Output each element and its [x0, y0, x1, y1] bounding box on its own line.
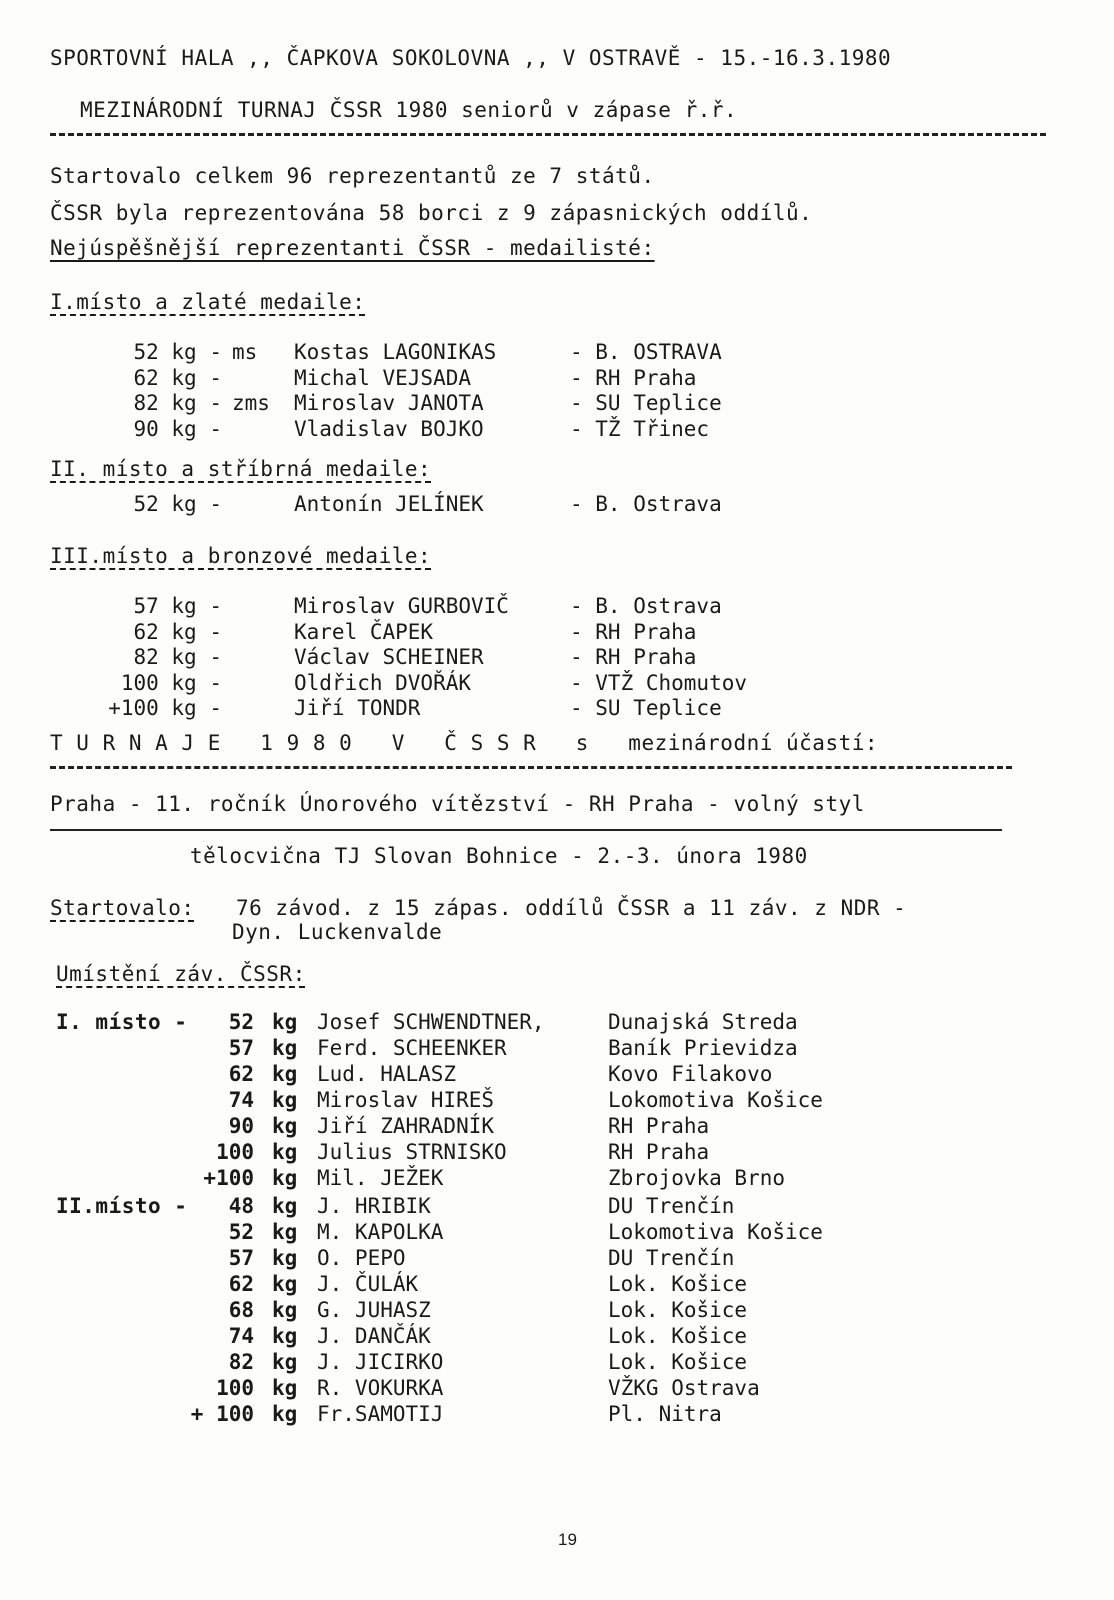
athlete-name: Ferd. SCHEENKER	[317, 1036, 507, 1060]
started-text-2: Dyn. Luckenvalde	[232, 920, 443, 944]
bronze-heading: III.místo a bronzové medaile:	[50, 544, 432, 568]
club-name: Lok. Košice	[608, 1272, 748, 1296]
weight-class: 100 kg -	[120, 670, 222, 695]
first-place-label: I. místo -	[56, 1010, 188, 1034]
athlete-name: Jiří ZAHRADNÍK	[317, 1114, 495, 1138]
athlete-name: Fr.SAMOTIJ	[317, 1402, 444, 1426]
weight-value: 52	[228, 1010, 254, 1034]
title-abbr: zms	[232, 391, 270, 415]
placement-row	[0, 1088, 1114, 1114]
started-label: Startovalo:	[50, 896, 195, 920]
header-divider	[50, 133, 1046, 136]
weight-value: 57	[228, 1036, 254, 1060]
club-name: - RH Praha	[570, 619, 697, 644]
second-place-label: II.místo -	[56, 1194, 188, 1218]
athlete-name: Mil. JEŽEK	[317, 1166, 444, 1190]
weight-value: 52	[228, 1220, 254, 1244]
weight-unit: kg	[272, 1036, 298, 1060]
athlete-name: Miroslav GURBOVIČ	[294, 594, 509, 618]
placement-row	[0, 1298, 1114, 1324]
club-name: - TŽ Třinec	[570, 416, 710, 441]
weight-value: 100	[216, 1140, 254, 1164]
placement-row	[0, 1246, 1114, 1272]
header-line-2: MEZINÁRODNÍ TURNAJ ČSSR 1980 seniorů v zápase ř.ř.	[80, 98, 738, 122]
started-text-1: 76 závod. z 15 zápas. oddílů ČSSR a 11 záv. z NDR -	[236, 896, 907, 920]
weight-unit: kg	[272, 1246, 298, 1270]
placement-row	[0, 1114, 1114, 1140]
medalist-row	[0, 417, 1114, 443]
intro-line-2: ČSSR byla reprezentována 58 borci z 9 zápasnických oddílů.	[50, 201, 813, 225]
weight-class: +100 kg -	[108, 696, 222, 720]
weight-value: 62	[228, 1062, 254, 1086]
weight-class: 82 kg -	[133, 645, 222, 669]
weight-unit: kg	[272, 1088, 298, 1112]
placement-row	[0, 1194, 1114, 1220]
weight-value: 68	[228, 1298, 254, 1322]
athlete-name: Antonín JELÍNEK	[294, 492, 484, 516]
club-name: Lokomotiva Košice	[608, 1088, 823, 1112]
weight-unit: kg	[272, 1194, 298, 1218]
weight-class: 90 kg -	[133, 416, 222, 441]
medalist-row	[0, 671, 1114, 697]
club-name: - RH Praha	[570, 365, 697, 390]
weight-class: 57 kg -	[133, 594, 222, 618]
club-name: Lok. Košice	[608, 1298, 748, 1322]
weight-value: 62	[228, 1272, 254, 1296]
placement-row	[0, 1220, 1114, 1246]
placement-row	[0, 1166, 1114, 1192]
club-name: DU Trenčín	[608, 1194, 735, 1218]
club-name: - SU Teplice	[570, 391, 722, 415]
weight-unit: kg	[272, 1402, 298, 1426]
athlete-name: J. ČULÁK	[317, 1272, 419, 1296]
weight-unit: kg	[272, 1298, 298, 1322]
athlete-name: Vladislav BOJKO	[294, 416, 484, 441]
club-name: RH Praha	[608, 1114, 710, 1138]
athlete-name: Julius STRNISKO	[317, 1140, 507, 1164]
placement-row	[0, 1272, 1114, 1298]
athlete-name: Oldřich DVOŘÁK	[294, 670, 472, 695]
medalist-row	[0, 366, 1114, 392]
weight-value: 74	[228, 1088, 254, 1112]
athlete-name: Karel ČAPEK	[294, 619, 434, 644]
weight-unit: kg	[272, 1140, 298, 1164]
weight-unit: kg	[272, 1114, 298, 1138]
athlete-name: Miroslav JANOTA	[294, 391, 484, 415]
silver-heading: II. místo a stříbrná medaile:	[50, 457, 432, 481]
weight-value: +100	[203, 1166, 254, 1190]
tournaments-divider	[50, 766, 1012, 769]
club-name: Zbrojovka Brno	[608, 1166, 786, 1190]
club-name: Lok. Košice	[608, 1324, 748, 1348]
athlete-name: M. KAPOLKA	[317, 1220, 444, 1244]
event-venue: tělocvična TJ Slovan Bohnice - 2.-3. února 1980	[190, 844, 808, 868]
club-name: RH Praha	[608, 1140, 710, 1164]
weight-unit: kg	[272, 1376, 298, 1400]
club-name: VŽKG Ostrava	[608, 1376, 760, 1400]
medalist-row	[0, 391, 1114, 417]
athlete-name: Lud. HALASZ	[317, 1062, 457, 1086]
weight-value: 57	[228, 1246, 254, 1270]
athlete-name: J. HRIBIK	[317, 1194, 431, 1218]
intro-line-1: Startovalo celkem 96 reprezentantů ze 7 států.	[50, 164, 655, 188]
weight-unit: kg	[272, 1324, 298, 1348]
weight-value: 82	[228, 1350, 254, 1374]
weight-value: 100	[216, 1376, 254, 1400]
weight-unit: kg	[272, 1272, 298, 1296]
medalist-row	[0, 620, 1114, 646]
athlete-name: J. JICIRKO	[317, 1350, 444, 1374]
header-line-1: SPORTOVNÍ HALA ,, ČAPKOVA SOKOLOVNA ,, V OSTRAVĚ - 15.-16.3.1980	[50, 46, 892, 70]
placement-row	[0, 1350, 1114, 1376]
club-name: Dunajská Streda	[608, 1010, 798, 1034]
placement-row	[0, 1036, 1114, 1062]
club-name: - RH Praha	[570, 645, 697, 669]
weight-class: 52 kg -	[133, 492, 222, 516]
club-name: DU Trenčín	[608, 1246, 735, 1270]
gold-heading: I.místo a zlaté medaile:	[50, 290, 366, 314]
club-name: Pl. Nitra	[608, 1402, 722, 1426]
weight-class: 62 kg -	[133, 619, 222, 644]
event-underline	[50, 829, 1002, 831]
club-name: - B. Ostrava	[570, 492, 722, 516]
weight-class: 52 kg -	[133, 340, 222, 364]
placement-heading: Umístění záv. ČSSR:	[56, 962, 306, 986]
club-name: - SU Teplice	[570, 696, 722, 720]
weight-unit: kg	[272, 1350, 298, 1374]
athlete-name: Kostas LAGONIKAS	[294, 340, 497, 364]
club-name: - VTŽ Chomutov	[570, 670, 748, 695]
medalist-row	[0, 340, 1114, 366]
placement-row	[0, 1140, 1114, 1166]
placement-row	[0, 1010, 1114, 1036]
title-abbr: ms	[232, 340, 258, 364]
weight-class: 62 kg -	[133, 365, 222, 390]
weight-unit: kg	[272, 1062, 298, 1086]
club-name: Lokomotiva Košice	[608, 1220, 823, 1244]
medalist-row	[0, 645, 1114, 671]
club-name: - B. OSTRAVA	[570, 340, 722, 364]
weight-unit: kg	[272, 1220, 298, 1244]
club-name: Lok. Košice	[608, 1350, 748, 1374]
athlete-name: Miroslav HIREŠ	[317, 1088, 495, 1112]
placement-row	[0, 1376, 1114, 1402]
weight-class: 82 kg -	[133, 391, 222, 415]
athlete-name: Jiří TONDR	[294, 696, 421, 720]
weight-value: 74	[228, 1324, 254, 1348]
athlete-name: R. VOKURKA	[317, 1376, 444, 1400]
athlete-name: Václav SCHEINER	[294, 645, 484, 669]
weight-value: 48	[228, 1194, 254, 1218]
medalists-heading: Nejúspěšnější reprezentanti ČSSR - medailisté:	[50, 236, 655, 260]
page-number: 19	[558, 1530, 577, 1549]
athlete-name: Josef SCHWENDTNER,	[317, 1010, 545, 1034]
tournaments-title: T U R N A J E 1 9 8 0 V Č S S R s mezinárodní účastí:	[50, 731, 879, 755]
medalist-row	[0, 696, 1114, 722]
athlete-name: J. DANČÁK	[317, 1324, 431, 1348]
medalist-row	[0, 594, 1114, 620]
athlete-name: Michal VEJSADA	[294, 365, 472, 390]
event-title: Praha - 11. ročník Únorového vítězství - RH Praha - volný styl	[50, 792, 865, 816]
placement-row	[0, 1402, 1114, 1428]
club-name: Kovo Filakovo	[608, 1062, 773, 1086]
weight-unit: kg	[272, 1166, 298, 1190]
athlete-name: G. JUHASZ	[317, 1298, 431, 1322]
medalist-row	[0, 492, 1114, 518]
weight-value: 90	[228, 1114, 254, 1138]
weight-value: + 100	[190, 1402, 254, 1426]
club-name: - B. Ostrava	[570, 594, 722, 618]
placement-row	[0, 1062, 1114, 1088]
weight-unit: kg	[272, 1010, 298, 1034]
club-name: Baník Prievidza	[608, 1036, 798, 1060]
placement-row	[0, 1324, 1114, 1350]
athlete-name: O. PEPO	[317, 1246, 406, 1270]
